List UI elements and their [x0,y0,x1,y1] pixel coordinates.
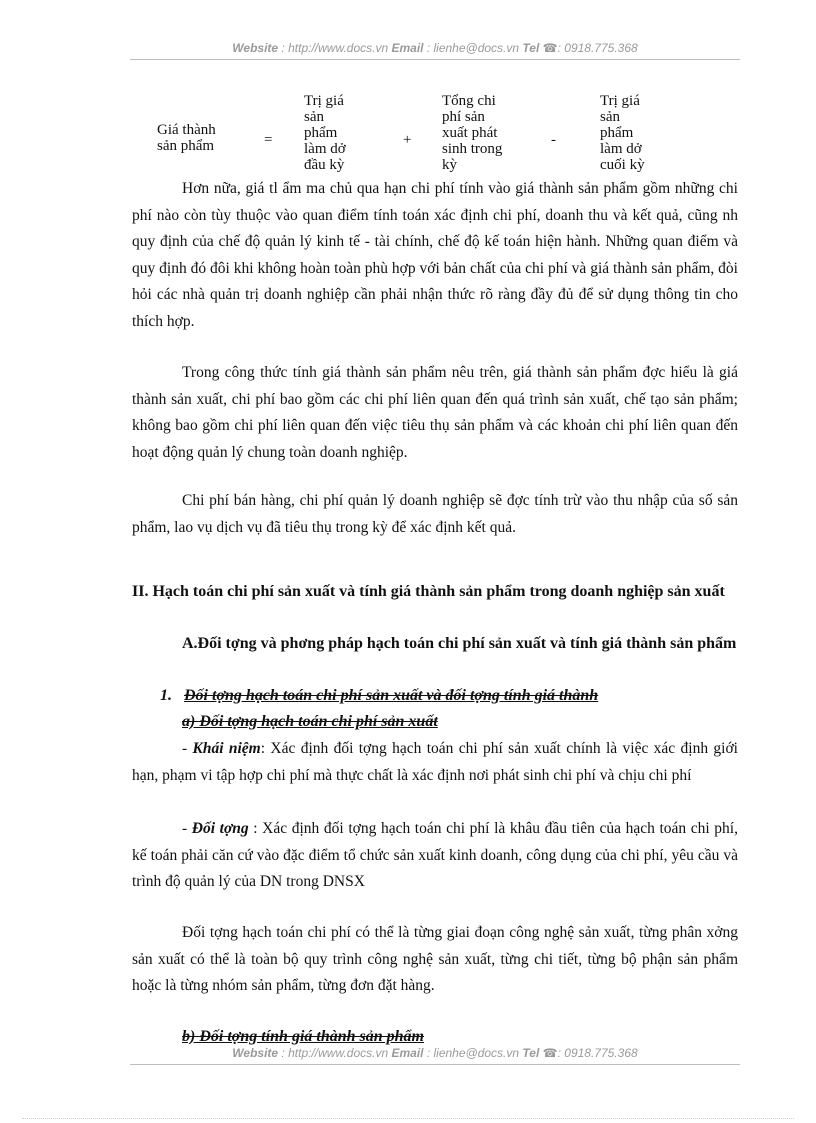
paragraph-object-types [132,920,738,1000]
email-address: : lienhe@docs.vn [423,1046,523,1060]
object-label: Đối tợng [191,820,249,837]
paragraph-text: Hơn nữa, giá tl ẩm ma chủ qua hạn chi phí tính vào giá thành sản phẩm gồm những chi phí nào còn tùy thuộc vào quan điểm tính toán xác định chi phí, doanh thu và kết quả, cũng nh quy định của chế độ quản lý kinh tế - tài chính, chế độ kế toán hiện hành. Những quan điểm và quy định đó đôi khi không hoàn toàn phù hợp với bản chất của chi phí và giá thành sản phẩm, đòi hỏi các nhà quản trị doanh nghiệp cần phải nhận thức rõ ràng đầy đủ để sử dụng thông tin cho thích hợp. [132,180,738,330]
tel-label: Tel [522,1046,540,1060]
paragraph-selling-expenses [132,488,738,541]
paragraph-text: Trong công thức tính giá thành sản phẩm nêu trên, giá thành sản phẩm đợc hiểu là giá thành sản xuất, chi phí bao gồm các chi phí liên quan đến quá trình sản xuất, chế tạo sản phẩm; không bao gồm chi phí liên quan đến việc tiêu thụ sản phẩm và các khoản chi phí liên quan đến hoạt động quản lý chung toàn doanh nghiệp. [132,364,738,461]
formula-plus: + [403,132,412,148]
formula-lhs: Giá thành sản phẩm [157,122,216,154]
formula-term-closing-wip: Trị giá sản phẩm làm dở cuối kỳ [600,93,645,173]
phone-icon: ☎ [542,41,558,55]
formula-term-opening-wip: Trị giá sản phẩm làm dở đầu kỳ [304,93,346,173]
paragraph-text: Chi phí bán hàng, chi phí quản lý doanh nghiệp sẽ đợc tính trừ vào thu nhập của số sản phẩm, lao vụ dịch vụ đã tiêu thụ trong kỳ để xác định kết quả. [132,492,738,536]
phone-number: : 0918.775.368 [557,1046,638,1060]
heading-1-number: 1. [160,687,172,704]
phone-number: : 0918.775.368 [557,41,638,55]
paragraph-text: : Xác định đối tợng hạch toán chi phí là khâu đầu tiên của hạch toán chi phí, kế toán phải căn cứ vào đặc điểm tổ chức sản xuất kinh doanh, công dụng của chi phí, yêu cầu và trình độ quản lý của DN trong DNSX [132,820,738,890]
paragraph-text: Đối tợng hạch toán chi phí có thể là từng giai đoạn công nghệ sản xuất, từng phân xởng sản xuất có thể là toàn bộ quy trình công nghệ sản xuất, từng chi tiết, từng bộ phận sản phẩm hoặc là từng nhóm sản phẩm, từng đơn đặt hàng. [132,924,738,994]
website-url: : http://www.docs.vn [278,1046,392,1060]
header-rule [130,59,740,60]
page-bottom-edge [22,1118,794,1119]
formula-term-incurred-cost: Tổng chi phí sản xuất phát sinh trong kỳ [442,93,503,173]
footer-rule [130,1064,740,1065]
paragraph-text: : Xác định đối tợng hạch toán chi phí sản xuất chính là việc xác định giới hạn, phạm vi tập hợp chi phí mà thực chất là xác định nơi phát sinh chi phí và chịu chi phí [132,740,738,784]
heading-1-text: Đối tợng hạch toán chi phí sản xuất và đối tợng tính giá thành [184,687,599,704]
website-label: Website [232,1046,279,1060]
heading-a-sub [182,710,438,734]
heading-1 [160,684,740,708]
formula-minus: - [551,132,556,148]
heading-a: A.Đối tợng và phơng pháp hạch toán chi phí sản xuất và tính giá thành sản phẩm [182,635,737,652]
phone-icon: ☎ [542,1046,558,1060]
heading-b-sub-text: b) Đối tợng tính giá thành sản phẩm [182,1028,424,1045]
tel-label: Tel [522,41,540,55]
section-heading-ii: II. Hạch toán chi phí sản xuất và tính giá thành sản phẩm trong doanh nghiệp sản xuất [132,583,725,600]
formula-equals: = [264,132,273,148]
website-url: : http://www.docs.vn [278,41,392,55]
email-label: Email [391,41,424,55]
website-label: Website [232,41,279,55]
email-label: Email [391,1046,424,1060]
paragraph-formula-explanation [132,360,738,466]
heading-a-sub-text: a) Đối tợng hạch toán chi phí sản xuất [182,713,438,730]
concept-label: Khái niệm [192,740,261,757]
dash: - [182,740,193,757]
paragraph-concept [132,736,738,789]
paragraph-object [132,816,738,896]
header-website-line [130,41,740,55]
dash: - [182,820,192,837]
paragraph-cost-scope [132,176,738,335]
footer-website-line [130,1046,740,1060]
email-address: : lienhe@docs.vn [423,41,523,55]
